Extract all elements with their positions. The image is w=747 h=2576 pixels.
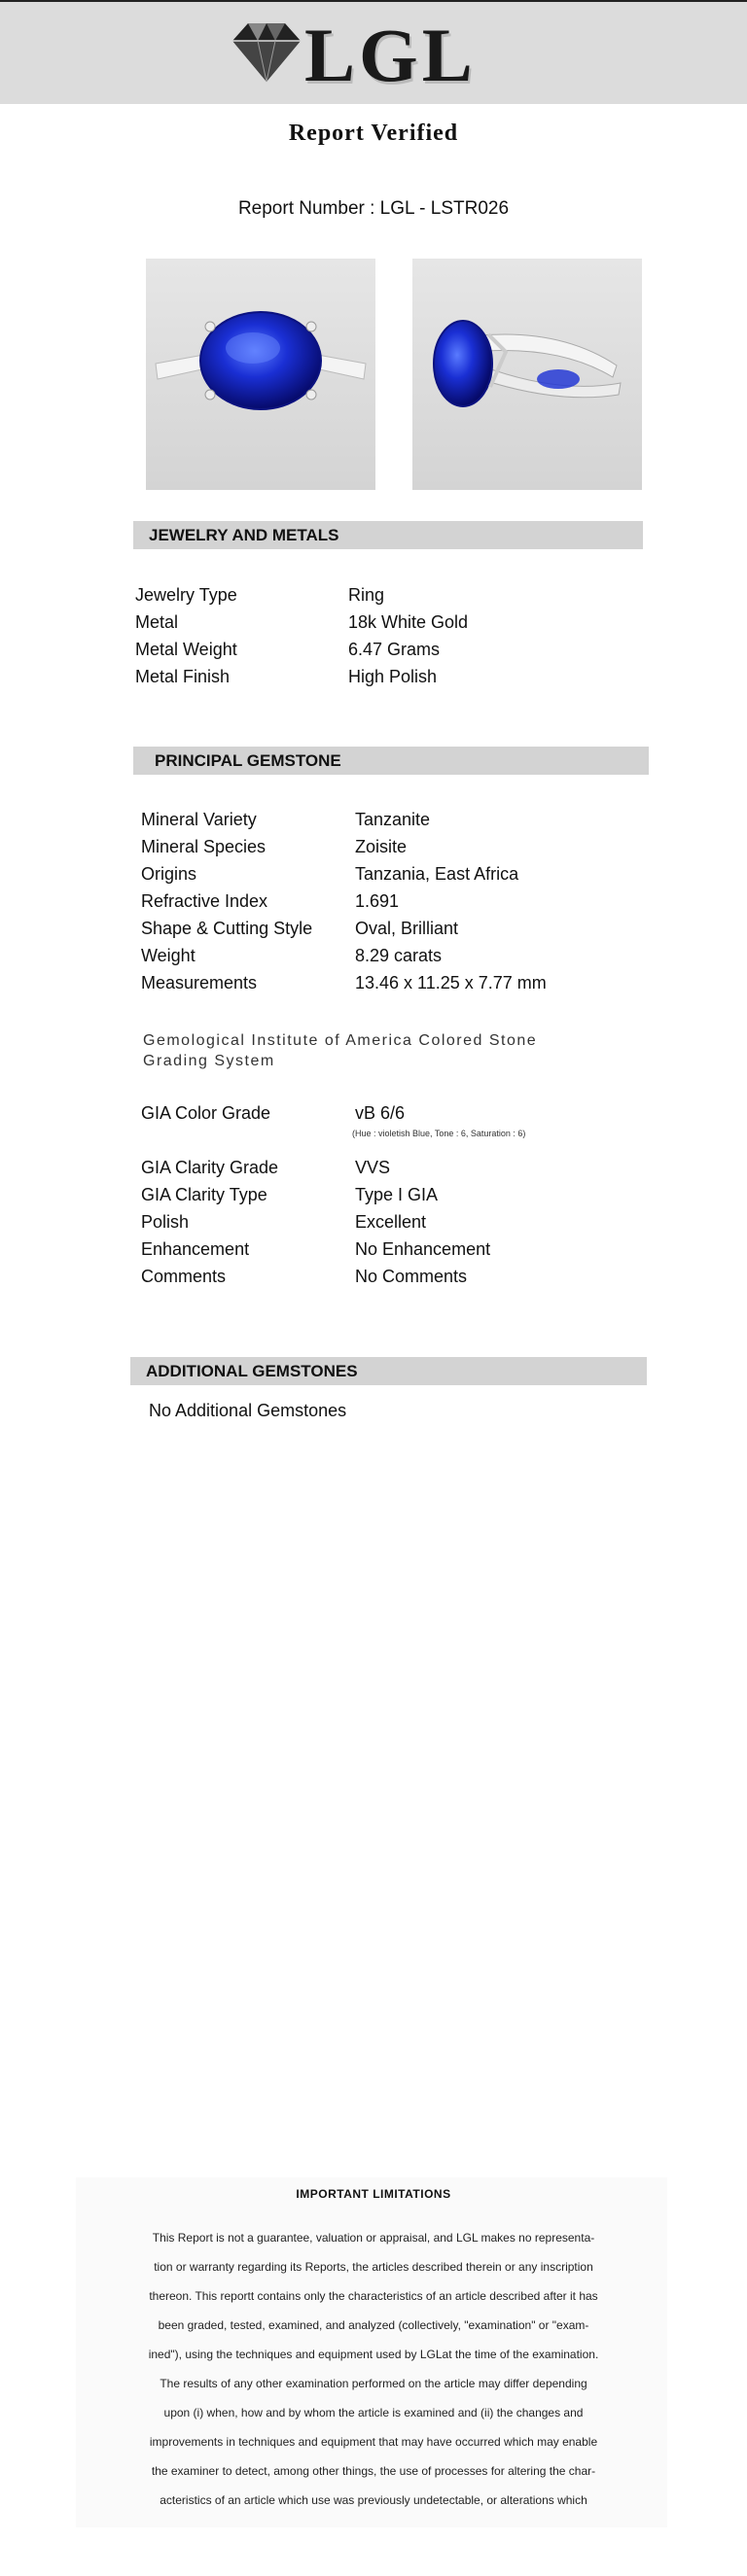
limitations-heading: IMPORTANT LIMITATIONS	[296, 2187, 451, 2201]
diamond-icon	[229, 19, 304, 84]
shape-cutting-value: Oval, Brilliant	[355, 919, 459, 938]
limitations-line: This Report is not a guarantee, valuation or appraisal, and LGL makes no representa-	[152, 2231, 595, 2245]
enhancement-label: Enhancement	[141, 1239, 250, 1259]
logo-text: LGL	[304, 13, 477, 97]
metal-finish-value: High Polish	[348, 667, 438, 686]
gia-clarity-grade-label: GIA Clarity Grade	[141, 1158, 279, 1177]
refractive-index-label: Refractive Index	[141, 891, 268, 911]
limitations-line: acteristics of an article which use was previously undetectable, or alterations which	[160, 2493, 587, 2507]
additional-gemstones-heading: ADDITIONAL GEMSTONES	[130, 1357, 647, 1385]
mineral-species-value: Zoisite	[355, 837, 408, 856]
report-number: Report Number : LGL - LSTR026	[237, 198, 510, 219]
mineral-species-label: Mineral Species	[141, 837, 267, 856]
measurements-value: 13.46 x 11.25 x 7.77 mm	[355, 973, 547, 992]
measurements-label: Measurements	[141, 973, 258, 992]
comments-label: Comments	[141, 1267, 227, 1286]
metal-finish-label: Metal Finish	[135, 667, 231, 686]
additional-gemstones-text: No Additional Gemstones	[149, 1401, 347, 1420]
limitations-line: upon (i) when, how and by whom the article is examined and (ii) the changes and	[163, 2406, 584, 2419]
gia-clarity-type-label: GIA Clarity Type	[141, 1185, 267, 1204]
gia-clarity-grade-value: VVS	[355, 1158, 391, 1177]
metal-weight-label: Metal Weight	[135, 640, 237, 659]
limitations-line: improvements in techniques and equipment that may have occurred which may enable	[149, 2435, 598, 2449]
metal-label: Metal	[135, 612, 179, 632]
jewelry-section-heading: JEWELRY AND METALS	[133, 521, 643, 549]
refractive-index-value: 1.691	[355, 891, 400, 911]
mineral-variety-value: Tanzanite	[355, 810, 431, 829]
limitations-line: The results of any other examination performed on the article may differ depending	[160, 2377, 587, 2390]
metal-weight-value: 6.47 Grams	[348, 640, 441, 659]
gia-color-grade-note: (Hue : violetish Blue, Tone : 6, Saturation : 6)	[352, 1129, 526, 1138]
origins-label: Origins	[141, 864, 197, 884]
limitations-line: tion or warranty regarding its Reports, the articles described therein or any inscription	[154, 2260, 593, 2274]
gia-grading-system-heading: Gemological Institute of America Colored Stone Grading System	[143, 1032, 538, 1069]
origins-value: Tanzania, East Africa	[355, 864, 519, 884]
gia-clarity-type-value: Type I GIA	[355, 1185, 439, 1204]
limitations-line: thereon. This reportt contains only the characteristics of an article described after it has	[149, 2289, 598, 2303]
lgl-logo	[229, 13, 481, 97]
gia-color-grade-value: vB 6/6	[355, 1103, 406, 1123]
gia-color-grade-label: GIA Color Grade	[141, 1103, 271, 1123]
gemstone-section-heading: PRINCIPAL GEMSTONE	[133, 747, 649, 775]
shape-cutting-label: Shape & Cutting Style	[141, 919, 313, 938]
weight-label: Weight	[141, 946, 196, 965]
limitations-line: been graded, tested, examined, and analyzed (collectively, "examination" or "exam-	[158, 2318, 589, 2332]
comments-value: No Comments	[355, 1267, 468, 1286]
enhancement-value: No Enhancement	[355, 1239, 491, 1259]
mineral-variety-label: Mineral Variety	[141, 810, 257, 829]
jewelry-type-value: Ring	[348, 585, 385, 605]
weight-value: 8.29 carats	[355, 946, 443, 965]
page-title: Report Verified	[288, 121, 459, 146]
polish-label: Polish	[141, 1212, 190, 1232]
polish-value: Excellent	[355, 1212, 427, 1232]
sapphire-ring-top-view-image	[146, 259, 375, 490]
limitations-line: ined"), using the techniques and equipment used by LGLat the time of the examination.	[148, 2348, 599, 2361]
header-bar	[0, 0, 747, 104]
limitations-line: the examiner to detect, among other things, the use of processes for altering the char-	[151, 2464, 596, 2478]
sapphire-ring-side-view-image	[412, 259, 642, 490]
metal-value: 18k White Gold	[348, 612, 469, 632]
jewelry-type-label: Jewelry Type	[135, 585, 237, 605]
